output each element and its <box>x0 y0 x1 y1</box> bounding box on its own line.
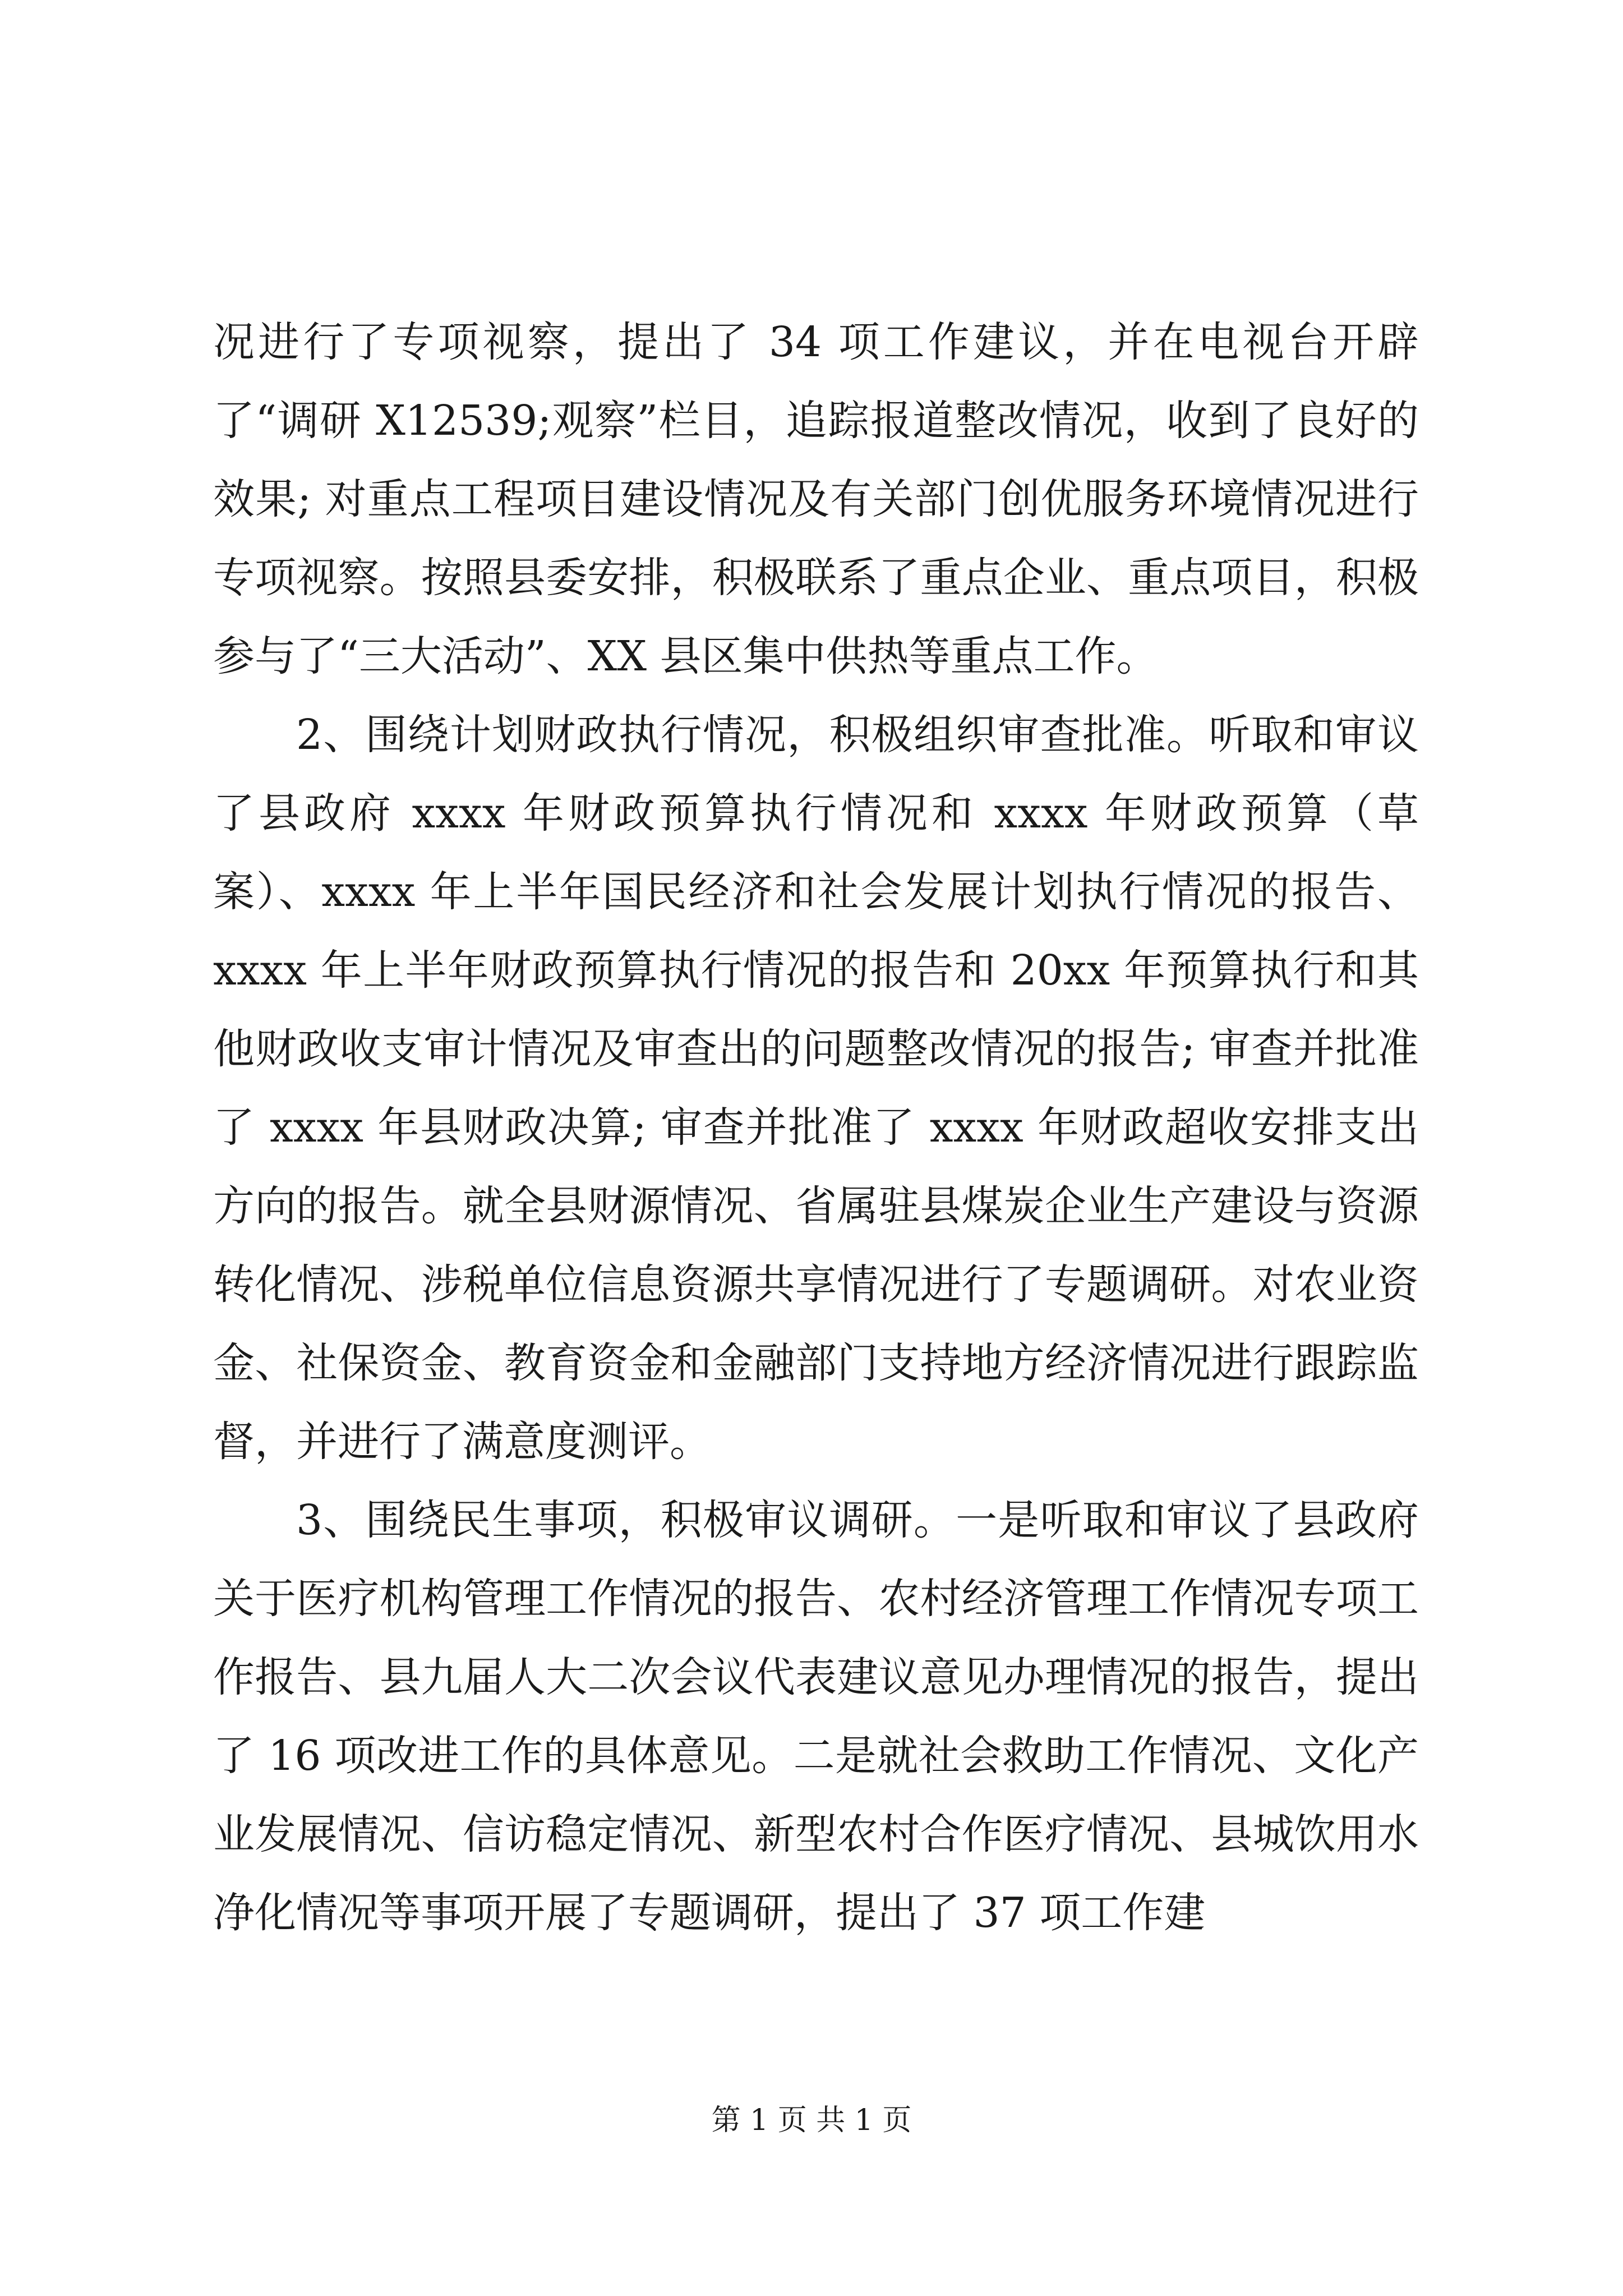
paragraph-livelihood-review: 3、围绕民生事项，积极审议调研。一是听取和审议了县政府关于医疗机构管理工作情况的报告、农村经济管理工作情况专项工作报告、县九届人大二次会议代表建议意见办理情况的报告，提出了 16 项改进工作的具体意见。二是就社会救助工作情况、文化产业发展情况、信访稳定情况、新型农村合作医疗情况、县城饮用水净化情况等事项开展了专题调研，提出了 37 项工作建 <box>213 1496 1419 1937</box>
page-footer: 第 1 页 共 1 页 <box>711 2104 912 2137</box>
paragraph-continued: 况进行了专项视察，提出了 34 项工作建议，并在电视台开辟了“调研 X12539;观察”栏目，追踪报道整改情况，收到了良好的效果; 对重点工程项目建设情况及有关部门创优服务环境情况进行专项视察。按照县委安排，积极联系了重点企业、重点项目，积极参与了“三大活动”、XX 县区集中供热等重点工作。 <box>213 318 1419 680</box>
document-body <box>213 303 1419 1952</box>
paragraph-finance-review: 2、围绕计划财政执行情况，积极组织审查批准。听取和审议了县政府 xxxx 年财政预算执行情况和 xxxx 年财政预算（草案）、xxxx 年上半年国民经济和社会发展计划执行情况的报告、xxxx 年上半年财政预算执行情况的报告和 20xx 年预算执行和其他财政收支审计情况及审查出的问题整改情况的报告; 审查并批准了 xxxx 年县财政决算; 审查并批准了 xxxx 年财政超收安排支出方向的报告。就全县财源情况、省属驻县煤炭企业生产建设与资源转化情况、涉税单位信息资源共享情况进行了专题调研。对农业资金、社保资金、教育资金和金融部门支持地方经济情况进行跟踪监督，并进行了满意度测评。 <box>213 711 1419 1466</box>
